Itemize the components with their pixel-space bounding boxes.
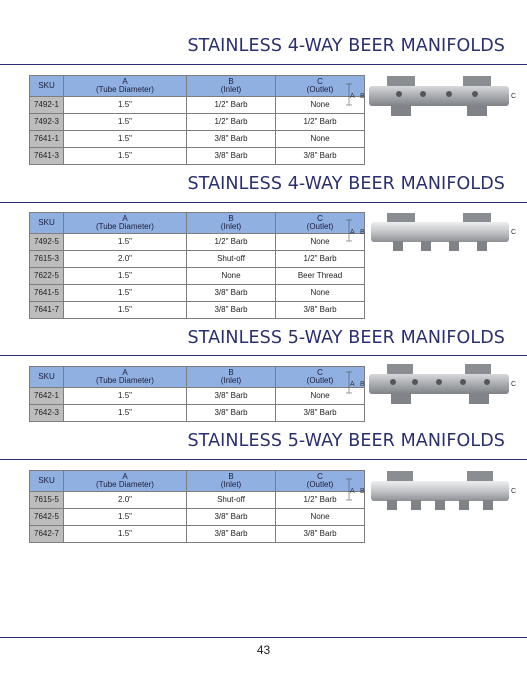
cell: 3/8" Barb [276, 302, 365, 319]
dim-label-a: A [350, 381, 355, 388]
cell: None [187, 268, 276, 285]
col-header-b: B (Inlet) [187, 213, 276, 234]
table-row [30, 251, 365, 268]
cell: None [276, 131, 365, 148]
sku-cell: 7641-7 [30, 302, 64, 319]
sku-cell: 7641-3 [30, 148, 64, 165]
cell: 1.5" [64, 285, 187, 302]
cell: 1.5" [64, 268, 187, 285]
cell: 1.5" [64, 234, 187, 251]
table-header-row [30, 213, 365, 234]
dim-label-b: B [360, 381, 365, 388]
cell: 1.5" [64, 114, 187, 131]
spec-table [29, 212, 365, 319]
manifold-diagram [345, 467, 525, 527]
dim-label-c: C [511, 229, 517, 236]
cell: 1/2" Barb [187, 114, 276, 131]
dim-label-c: C [511, 488, 517, 495]
cell: None [276, 97, 365, 114]
col-header-sku: SKU [30, 213, 64, 234]
table-row [30, 492, 365, 509]
table-header-row [30, 471, 365, 492]
dim-label-b: B [360, 93, 365, 100]
cell: None [276, 388, 365, 405]
cell: 3/8" Barb [187, 526, 276, 543]
col-header-c: C (Outlet) [276, 471, 365, 492]
dim-label-c: C [511, 381, 517, 388]
cell: 2.0" [64, 492, 187, 509]
table-row [30, 131, 365, 148]
dim-label-a: A [350, 229, 355, 236]
cell: 1/2" Barb [187, 97, 276, 114]
manifold-diagram [345, 72, 525, 132]
sku-cell: 7615-5 [30, 492, 64, 509]
page-number: 43 [256, 643, 271, 657]
sku-cell: 7641-1 [30, 131, 64, 148]
table-row [30, 388, 365, 405]
sku-cell: 7622-5 [30, 268, 64, 285]
cell: 3/8" Barb [187, 302, 276, 319]
col-header-b: B (Inlet) [187, 367, 276, 388]
col-header-sku: SKU [30, 471, 64, 492]
table-row [30, 405, 365, 422]
cell: 3/8" Barb [187, 285, 276, 302]
section-title: STAINLESS 4-WAY BEER MANIFOLDS [187, 174, 505, 194]
footer-rule [0, 637, 527, 638]
section-title: STAINLESS 5-WAY BEER MANIFOLDS [187, 431, 505, 451]
cell: 1.5" [64, 526, 187, 543]
table-row [30, 268, 365, 285]
cell: 1/2" Barb [276, 114, 365, 131]
manifold-diagram [345, 208, 525, 268]
col-header-sku: SKU [30, 367, 64, 388]
manifold-diagram [345, 360, 525, 420]
sku-cell: 7642-5 [30, 509, 64, 526]
dim-label-a: A [350, 93, 355, 100]
cell: None [276, 509, 365, 526]
spec-table [29, 470, 365, 543]
table-row [30, 302, 365, 319]
cell: 1.5" [64, 97, 187, 114]
section-rule [0, 64, 527, 65]
table-header-row [30, 367, 365, 388]
col-header-b: B (Inlet) [187, 471, 276, 492]
section-rule [0, 459, 527, 460]
dim-label-b: B [360, 488, 365, 495]
table-header-row [30, 76, 365, 97]
cell: Shut-off [187, 492, 276, 509]
cell: 1.5" [64, 388, 187, 405]
cell: 1.5" [64, 131, 187, 148]
section-rule [0, 202, 527, 203]
sku-cell: 7615-3 [30, 251, 64, 268]
cell: 1.5" [64, 302, 187, 319]
col-header-c: C (Outlet) [276, 76, 365, 97]
spec-table [29, 366, 365, 422]
dim-label-c: C [511, 93, 517, 100]
sku-cell: 7642-1 [30, 388, 64, 405]
section-rule [0, 355, 527, 356]
col-header-a: A (Tube Diameter) [64, 471, 187, 492]
cell: 1.5" [64, 405, 187, 422]
cell: 3/8" Barb [187, 388, 276, 405]
cell: 1/2" Barb [276, 492, 365, 509]
table-row [30, 97, 365, 114]
col-header-sku: SKU [30, 76, 64, 97]
table-row [30, 526, 365, 543]
sku-cell: 7492-5 [30, 234, 64, 251]
dim-label-b: B [360, 229, 365, 236]
table-row [30, 509, 365, 526]
sku-cell: 7642-3 [30, 405, 64, 422]
cell: 1.5" [64, 148, 187, 165]
col-header-c: C (Outlet) [276, 213, 365, 234]
cell: 3/8" Barb [276, 405, 365, 422]
col-header-a: A (Tube Diameter) [64, 213, 187, 234]
spec-table [29, 75, 365, 165]
table-row [30, 114, 365, 131]
cell: 2.0" [64, 251, 187, 268]
col-header-b: B (Inlet) [187, 76, 276, 97]
table-row [30, 148, 365, 165]
cell: None [276, 234, 365, 251]
cell: Shut-off [187, 251, 276, 268]
cell: Beer Thread [276, 268, 365, 285]
cell: 1/2" Barb [187, 234, 276, 251]
cell: None [276, 285, 365, 302]
cell: 3/8" Barb [276, 526, 365, 543]
col-header-c: C (Outlet) [276, 367, 365, 388]
cell: 3/8" Barb [276, 148, 365, 165]
col-header-a: A (Tube Diameter) [64, 367, 187, 388]
cell: 3/8" Barb [187, 148, 276, 165]
section-title: STAINLESS 5-WAY BEER MANIFOLDS [187, 328, 505, 348]
section-title: STAINLESS 4-WAY BEER MANIFOLDS [187, 36, 505, 56]
cell: 3/8" Barb [187, 131, 276, 148]
cell: 3/8" Barb [187, 509, 276, 526]
cell: 3/8" Barb [187, 405, 276, 422]
table-row [30, 285, 365, 302]
cell: 1/2" Barb [276, 251, 365, 268]
dim-label-a: A [350, 488, 355, 495]
table-row [30, 234, 365, 251]
sku-cell: 7642-7 [30, 526, 64, 543]
sku-cell: 7492-1 [30, 97, 64, 114]
sku-cell: 7641-5 [30, 285, 64, 302]
col-header-a: A (Tube Diameter) [64, 76, 187, 97]
sku-cell: 7492-3 [30, 114, 64, 131]
cell: 1.5" [64, 509, 187, 526]
